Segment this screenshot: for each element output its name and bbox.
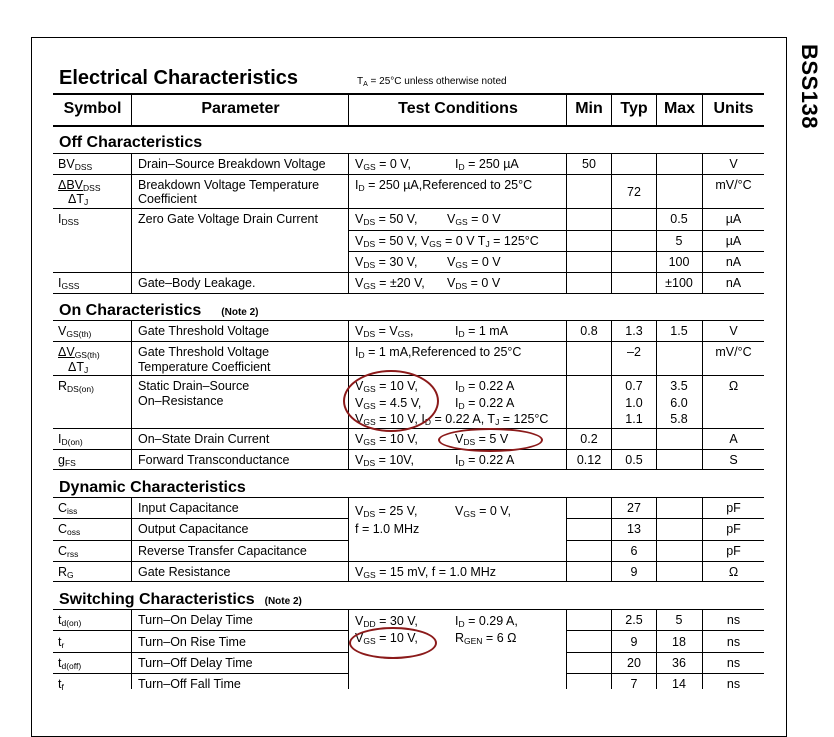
units-crss: pF <box>726 544 741 558</box>
symbol-bvdss: $BV_{DSS}$ <box>58 157 93 172</box>
row-rule <box>53 208 764 209</box>
header-bottom-rule <box>53 125 764 127</box>
param-dvgsth-1: Gate Threshold Voltage <box>138 345 270 359</box>
header-divider <box>656 93 657 125</box>
units-idss-3: nA <box>725 255 742 269</box>
symbol-tdoff: $t_{d(off)}$ <box>58 656 82 671</box>
max-tdoff: 36 <box>672 656 686 670</box>
col-header-typ: Typ <box>620 100 648 117</box>
header-divider <box>348 93 349 125</box>
max-tr: 18 <box>672 635 686 649</box>
col-divider <box>611 320 612 469</box>
test-dvgsth: $I_D = 1$ mA,Referenced to 25°C <box>355 345 522 360</box>
test-dynamic-a: $V_{DS} = 25$ V, <box>355 504 418 519</box>
test-igss-a: $V_{GS} = \pm 20$ V, <box>355 276 425 291</box>
row-rule <box>53 449 764 450</box>
param-idss: Zero Gate Voltage Drain Current <box>138 212 318 226</box>
param-dbvdss-1: Breakdown Voltage Temperature <box>138 178 320 192</box>
max-rdson-2: 6.0 <box>670 396 688 410</box>
param-rdson-2: On–Resistance <box>138 394 224 408</box>
table-top-rule <box>53 93 764 95</box>
test-dynamic-freq: f = 1.0 MHz <box>355 522 420 536</box>
symbol-igss: $I_{GSS}$ <box>58 276 80 291</box>
typ-tdon: 2.5 <box>625 613 643 627</box>
test-rdson-1b: $I_D = 0.22$ A <box>455 379 515 394</box>
test-rdson-2a: $V_{GS} = 4.5$ V, <box>355 396 422 411</box>
typ-dbvdss: 72 <box>627 185 641 199</box>
units-idss-2: µA <box>725 234 742 248</box>
row-rule <box>349 251 764 252</box>
row-rule <box>53 272 764 273</box>
units-ciss: pF <box>726 501 741 515</box>
test-bvdss-b: $I_D = 250$ µA <box>455 157 519 172</box>
typ-tr: 9 <box>630 635 638 649</box>
param-tdoff: Turn–Off Delay Time <box>138 656 253 670</box>
page-title: Electrical Characteristics <box>59 67 299 89</box>
test-dbvdss: $I_D = 250$ µA,Referenced to 25°C <box>355 178 533 193</box>
units-tdoff: ns <box>726 656 741 670</box>
test-vgsth-b: $I_D = 1$ mA <box>455 324 509 339</box>
symbol-tr: $t_r$ <box>58 635 65 650</box>
typ-rdson-2: 1.0 <box>625 396 643 410</box>
test-gfs-b: $I_D = 0.22$ A <box>455 453 515 468</box>
symbol-ciss: $C_{iss}$ <box>58 501 78 516</box>
test-rdson-3: $V_{GS} = 10$ V, $I_D = 0.22$ A, $T_J = 125^\circ C$ <box>355 412 549 427</box>
max-idss-3: 100 <box>668 255 690 269</box>
max-idss-2: 5 <box>675 234 683 248</box>
units-bvdss: V <box>729 157 738 171</box>
section-on-characteristics: On Characteristics (Note 2) <box>59 302 259 319</box>
test-rdson-2b: $I_D = 0.22$ A <box>455 396 515 411</box>
max-igss: ±100 <box>665 276 693 290</box>
units-vgsth: V <box>729 324 738 338</box>
test-dynamic-b: $V_{GS} = 0$ V, <box>455 504 511 519</box>
row-rule <box>53 174 764 175</box>
test-switch-2b: $R_{GEN} = 6$ Ω <box>455 631 517 646</box>
param-dvgsth-2: Temperature Coefficient <box>138 360 271 374</box>
row-rule <box>53 609 764 610</box>
header-divider <box>611 93 612 125</box>
min-gfs: 0.12 <box>576 453 602 467</box>
test-idss-3b: $V_{GS} = 0$ V <box>447 255 501 270</box>
symbol-dtj-2: $\Delta T_J$ <box>68 360 89 375</box>
min-bvdss: 50 <box>582 157 596 171</box>
col-header-parameter: Parameter <box>201 100 280 117</box>
typ-ciss: 27 <box>627 501 641 515</box>
param-rdson-1: Static Drain–Source <box>138 379 250 393</box>
col-divider <box>348 609 349 689</box>
max-idss-1: 0.5 <box>670 212 688 226</box>
typ-dvgsth: –2 <box>627 345 641 359</box>
max-vgsth: 1.5 <box>670 324 688 338</box>
row-rule <box>53 518 349 519</box>
units-dvgsth: mV/°C <box>715 345 752 359</box>
row-rule <box>53 153 764 154</box>
max-rdson-3: 5.8 <box>670 412 688 426</box>
header-divider <box>566 93 567 125</box>
symbol-rg: $R_G$ <box>58 565 74 580</box>
test-rdson-1a: $V_{GS} = 10$ V, <box>355 379 418 394</box>
col-divider <box>566 320 567 469</box>
symbol-tf: $t_f$ <box>58 677 64 692</box>
max-rdson-1: 3.5 <box>670 379 688 393</box>
max-tdon: 5 <box>675 613 683 627</box>
row-rule <box>567 673 764 674</box>
typ-rdson-1: 0.7 <box>625 379 643 393</box>
param-dbvdss-2: Coefficient <box>138 192 197 206</box>
symbol-tdon: $t_{d(on)}$ <box>58 613 82 628</box>
param-igss: Gate–Body Leakage. <box>138 276 256 290</box>
row-rule <box>349 230 764 231</box>
typ-crss: 6 <box>630 544 638 558</box>
row-rule <box>53 320 764 321</box>
typ-gfs: 0.5 <box>625 453 643 467</box>
symbol-rdson: $R_{DS(on)}$ <box>58 379 94 394</box>
param-rg: Gate Resistance <box>138 565 231 579</box>
part-number-title: BSS138 <box>797 44 822 129</box>
row-rule <box>567 518 764 519</box>
col-header-max: Max <box>663 100 696 117</box>
col-divider <box>702 320 703 469</box>
row-rule <box>567 540 764 541</box>
row-rule <box>567 630 764 631</box>
test-idon-a: $V_{GS} = 10$ V, <box>355 432 418 447</box>
units-tdon: ns <box>726 613 741 627</box>
symbol-idon: $I_{D(on)}$ <box>58 432 83 447</box>
row-rule <box>567 652 764 653</box>
row-rule <box>53 540 349 541</box>
col-divider <box>566 609 567 689</box>
annotation-circle-rdson-vgs <box>343 370 439 432</box>
test-idss-3a: $V_{DS} = 30$ V, <box>355 255 418 270</box>
param-tf: Turn–Off Fall Time <box>138 677 241 691</box>
param-vgsth: Gate Threshold Voltage <box>138 324 270 338</box>
typ-tdoff: 20 <box>627 656 641 670</box>
test-idss-1a: $V_{DS} = 50$ V, <box>355 212 418 227</box>
col-divider <box>131 320 132 469</box>
row-rule <box>53 561 764 562</box>
param-gfs: Forward Transconductance <box>138 453 290 467</box>
symbol-vgsth: $V_{GS(th)}$ <box>58 324 92 339</box>
row-rule <box>53 581 764 582</box>
param-tdon: Turn–On Delay Time <box>138 613 253 627</box>
param-coss: Output Capacitance <box>138 522 249 536</box>
test-switch-1a: $V_{DD} = 30$ V, <box>355 614 418 629</box>
col-header-test-conditions: Test Conditions <box>398 100 518 117</box>
section-off-characteristics: Off Characteristics <box>59 134 203 151</box>
min-vgsth: 0.8 <box>580 324 598 338</box>
typ-coss: 13 <box>627 522 641 536</box>
units-idon: A <box>729 432 738 446</box>
param-crss: Reverse Transfer Capacitance <box>138 544 307 558</box>
test-idss-2: $V_{DS} = 50$ V, $V_{GS} = 0$ V $T_J = 125^\circ C$ <box>355 234 539 249</box>
test-switch-2a: $V_{GS} = 10$ V, <box>355 631 418 646</box>
units-idss-1: µA <box>725 212 742 226</box>
row-rule <box>53 673 349 674</box>
units-coss: pF <box>726 522 741 536</box>
symbol-dvgsth: $\Delta V_{GS(th)}$ <box>58 345 100 360</box>
units-gfs: S <box>729 453 738 467</box>
min-idon: 0.2 <box>580 432 598 446</box>
max-tf: 14 <box>672 677 686 691</box>
test-rg: $V_{GS} = 15$ mV, f = 1.0 MHz <box>355 565 497 580</box>
units-rg: Ω <box>728 565 739 579</box>
row-rule <box>53 293 764 294</box>
symbol-gfs: $g_{FS}$ <box>58 453 76 468</box>
typ-rg: 9 <box>630 565 638 579</box>
units-rdson: Ω <box>728 379 739 393</box>
test-idon-b: $V_{DS} = 5$ V <box>455 432 509 447</box>
symbol-dtj: $\Delta T_J$ <box>68 192 89 207</box>
test-igss-b: $V_{DS} = 0$ V <box>447 276 501 291</box>
symbol-coss: $C_{oss}$ <box>58 522 81 537</box>
param-bvdss: Drain–Source Breakdown Voltage <box>138 157 326 171</box>
symbol-crss: $C_{rss}$ <box>58 544 79 559</box>
col-divider <box>656 320 657 469</box>
col-divider <box>566 497 567 581</box>
units-igss: nA <box>725 276 742 290</box>
col-divider <box>656 497 657 581</box>
units-tf: ns <box>726 677 741 691</box>
units-dbvdss: mV/°C <box>715 178 752 192</box>
col-divider <box>348 497 349 581</box>
annotation-circle-vds-5v <box>438 428 543 452</box>
section-dynamic-characteristics: Dynamic Characteristics <box>59 479 246 496</box>
header-divider <box>131 93 132 125</box>
col-header-min: Min <box>575 100 603 117</box>
typ-tf: 7 <box>630 677 638 691</box>
symbol-dbvdss: $\Delta BV_{DSS}$ <box>58 178 101 193</box>
test-gfs-a: $V_{DS} = 10V$, <box>355 453 414 468</box>
annotation-circle-switching-vgs <box>349 627 437 659</box>
typ-vgsth: 1.3 <box>625 324 643 338</box>
test-vgsth-a: $V_{DS} = V_{GS}$, <box>355 324 414 339</box>
test-bvdss-a: $V_{GS} = 0$ V, <box>355 157 411 172</box>
typ-rdson-3: 1.1 <box>625 412 643 426</box>
section-switching-characteristics: Switching Characteristics (Note 2) <box>59 591 302 608</box>
units-tr: ns <box>726 635 741 649</box>
col-divider <box>131 609 132 689</box>
row-rule <box>53 630 349 631</box>
col-divider <box>131 497 132 581</box>
conditions-note: $T_A = 25^\circ C$ unless otherwise noted <box>357 76 507 88</box>
row-rule <box>53 469 764 470</box>
test-idss-1b: $V_{GS} = 0$ V <box>447 212 501 227</box>
param-tr: Turn–On Rise Time <box>138 635 246 649</box>
param-idon: On–State Drain Current <box>138 432 270 446</box>
param-ciss: Input Capacitance <box>138 501 239 515</box>
symbol-idss: $I_{DSS}$ <box>58 212 79 227</box>
col-header-symbol: Symbol <box>63 100 122 117</box>
row-rule <box>53 497 764 498</box>
test-switch-1b: $I_D = 0.29$ A, <box>455 614 518 629</box>
row-rule <box>53 341 764 342</box>
col-header-units: Units <box>713 100 754 117</box>
row-rule <box>53 652 349 653</box>
header-divider <box>702 93 703 125</box>
